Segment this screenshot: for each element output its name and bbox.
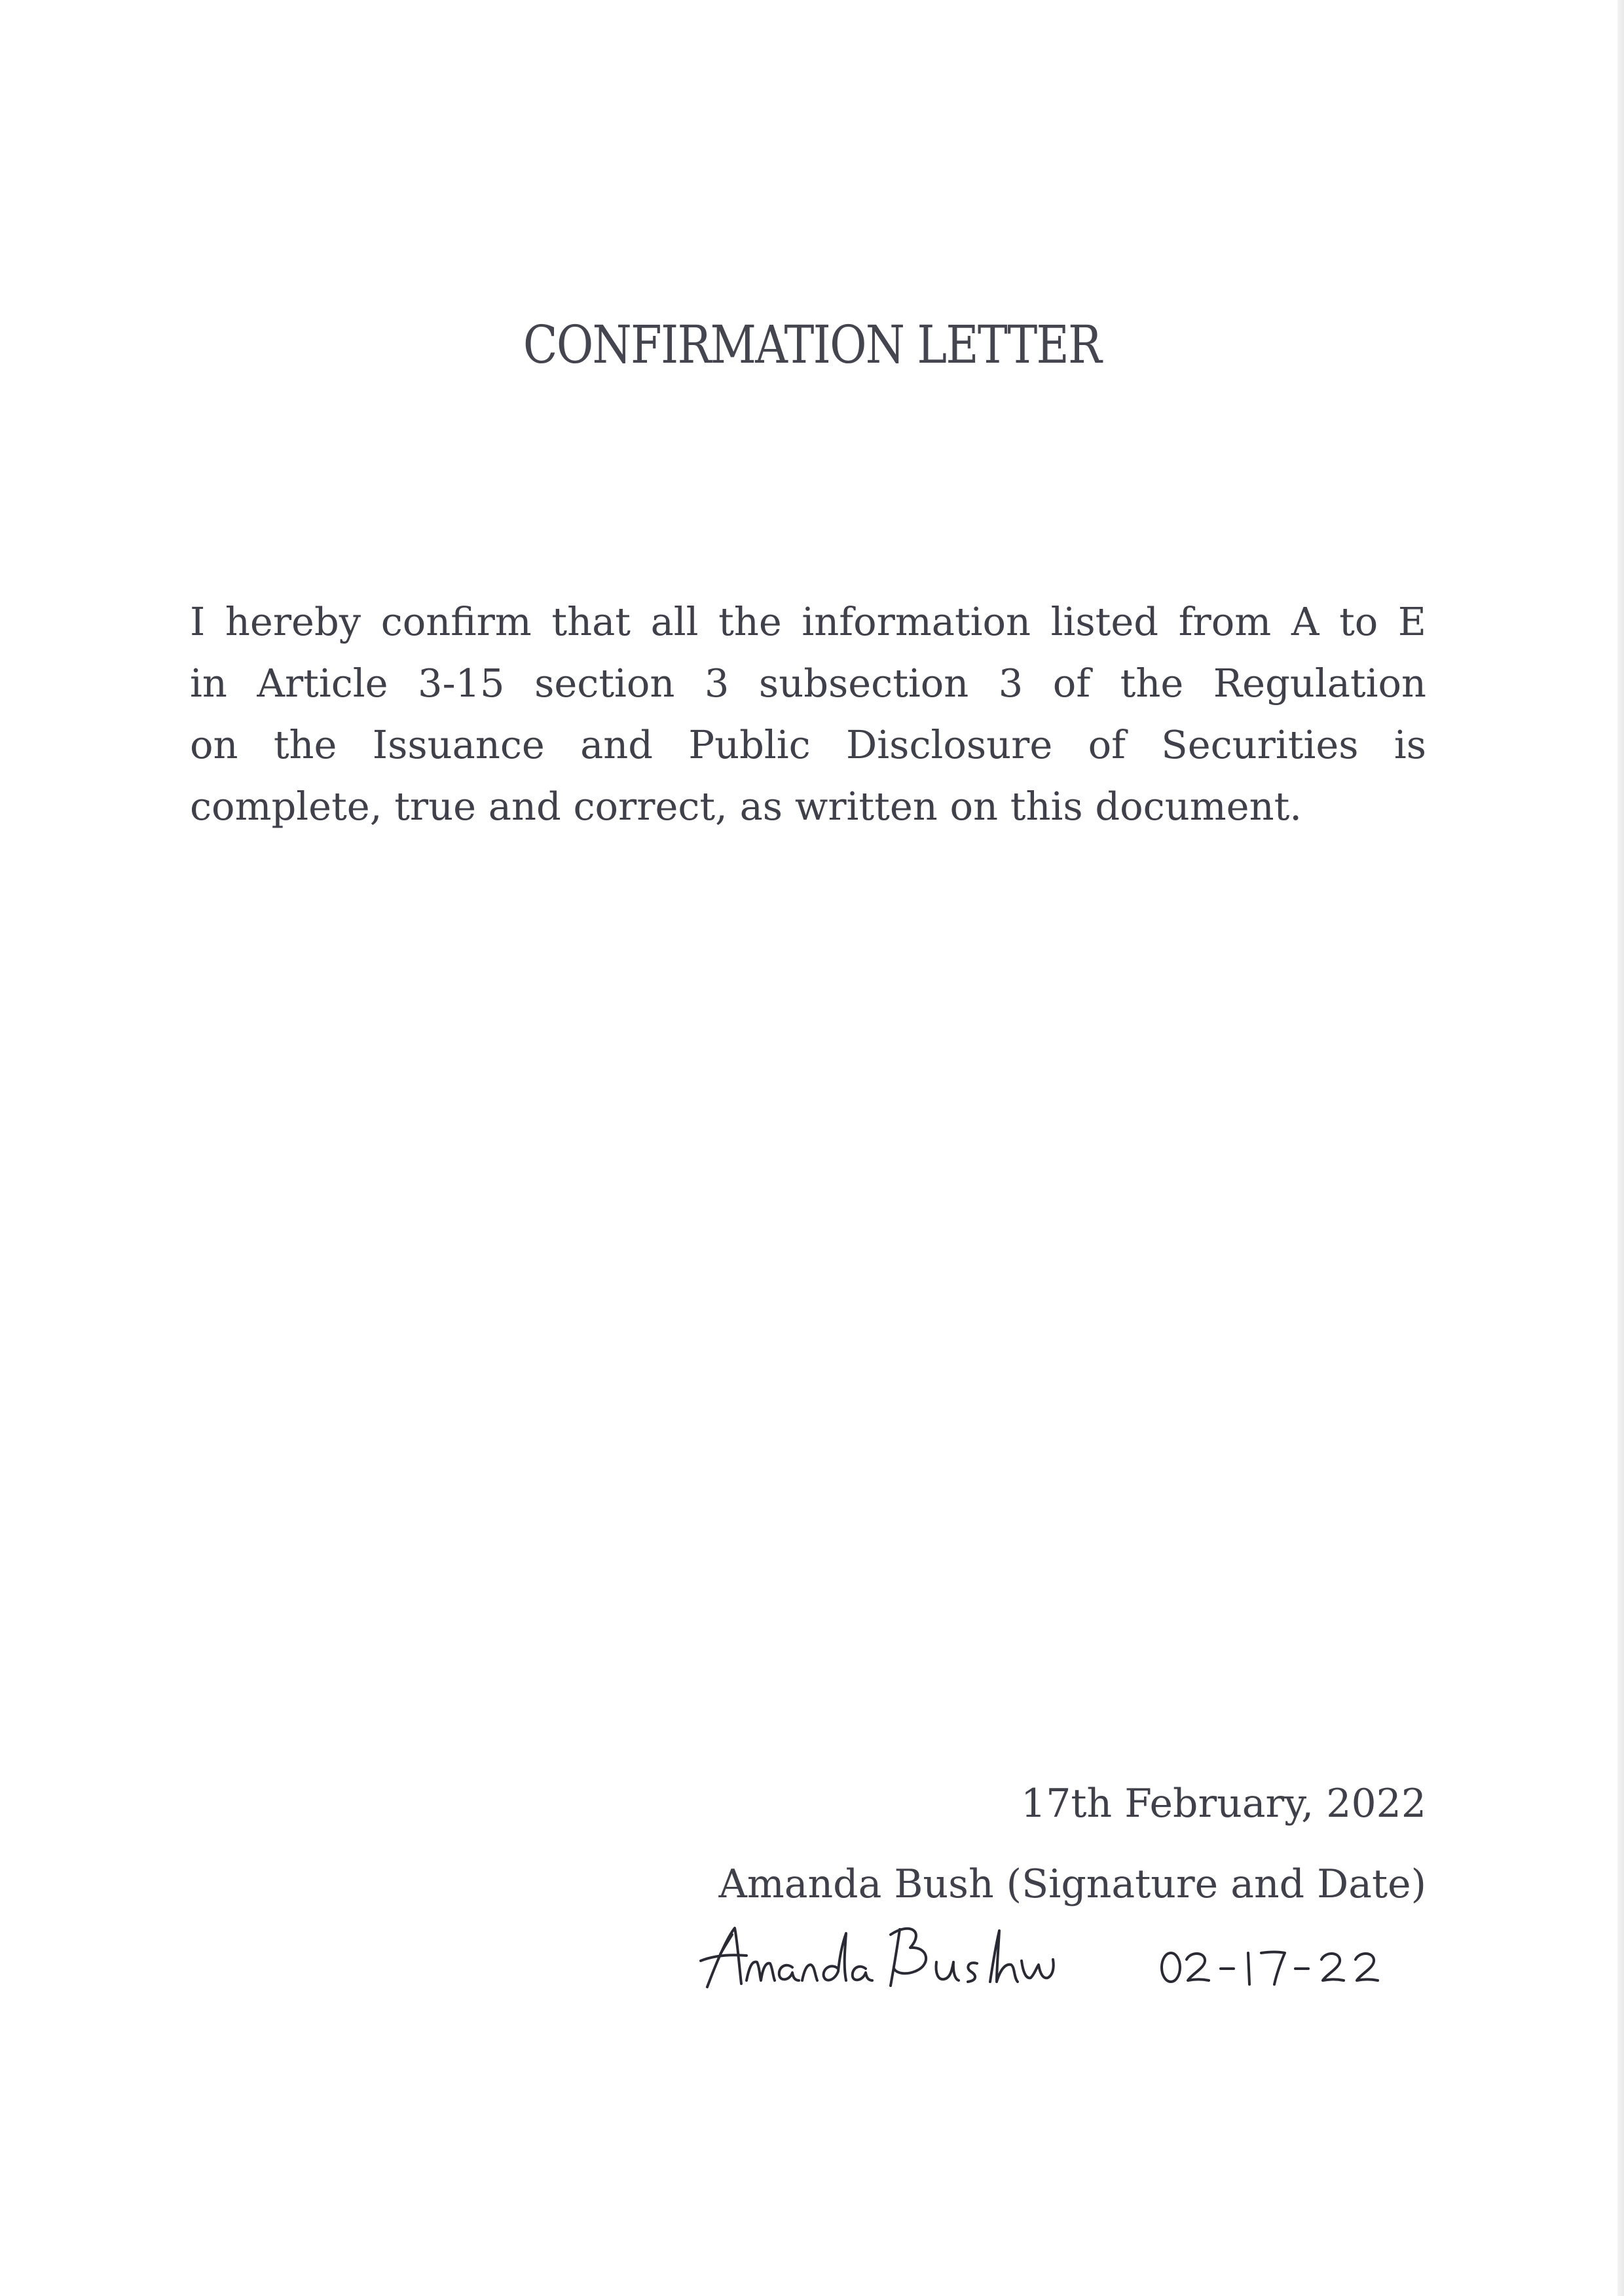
page-edge-shadow	[1617, 0, 1624, 2296]
handwritten-date	[1153, 1922, 1414, 2000]
paragraph-line: in Article 3-15 section 3 subsection 3 of the Regulation	[190, 661, 1426, 706]
letter-title: CONFIRMATION LETTER	[523, 314, 1101, 375]
signature-caption: Amanda Bush (Signature and Date)	[718, 1861, 1426, 1907]
paragraph-line: complete, true and correct, as written on this document.	[190, 784, 1302, 829]
paragraph-line: I hereby confirm that all the information listed from A to E	[190, 599, 1426, 644]
paragraph-line: on the Issuance and Public Disclosure of Securities is	[190, 722, 1426, 767]
confirmation-paragraph	[190, 591, 1426, 837]
letter-date: 17th February, 2022	[1021, 1781, 1426, 1827]
handwritten-signature	[694, 1915, 1113, 2000]
